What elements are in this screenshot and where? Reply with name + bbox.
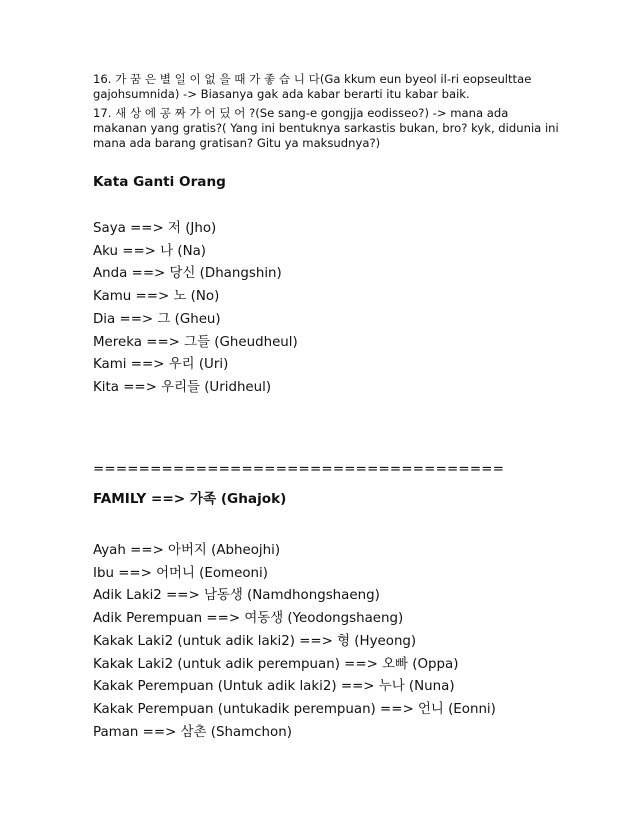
- family-list: [93, 540, 496, 744]
- list-item: Kamu ==> 노 (No): [93, 289, 220, 305]
- list-item: Ibu ==> 어머니 (Eomeoni): [93, 565, 268, 581]
- list-item: Kita ==> 우리들 (Uridheul): [93, 379, 272, 395]
- phrase-16: 16. 가 꿈 은 별 일 이 없 을 때 가 좋 습 니 다(Ga kkum eun byeol il-ri eopseulttae gajohsumnida) -> Biasanya gak ada kabar berarti itu kabar baik.: [93, 72, 532, 101]
- intro-phrases: [93, 72, 563, 151]
- phrase-17: 17. 새 상 에 공 짜 가 어 딨 어 ?(Se sang-e gongjja eodisseo?) -> mana ada makanan yang gratis?( Yang ini bentuknya sarkastis bukan, bro? kyk, didunia ini mana ada barang gratisan? Gitu ya maksudnya?): [93, 106, 559, 150]
- list-item: Kakak Laki2 (untuk adik laki2) ==> 형 (Hyeong): [93, 633, 417, 649]
- list-item: Kakak Perempuan (untukadik perempuan) ==> 언니 (Eonni): [93, 701, 496, 717]
- pronouns-heading: Kata Ganti Orang: [93, 174, 226, 190]
- pronouns-list: [93, 218, 298, 400]
- list-item: Aku ==> 나 (Na): [93, 243, 207, 259]
- list-item: Adik Laki2 ==> 남동생 (Namdhongshaeng): [93, 588, 380, 604]
- list-item: Kakak Perempuan (Untuk adik laki2) ==> 누나 (Nuna): [93, 679, 455, 695]
- list-item: Kakak Laki2 (untuk adik perempuan) ==> 오빠 (Oppa): [93, 656, 459, 672]
- list-item: Mereka ==> 그들 (Gheudheul): [93, 334, 298, 350]
- section-divider: ====================================: [93, 462, 505, 477]
- list-item: Paman ==> 삼촌 (Shamchon): [93, 724, 292, 740]
- list-item: Adik Perempuan ==> 여동생 (Yeodongshaeng): [93, 611, 404, 627]
- family-heading: FAMILY ==> 가족 (Ghajok): [93, 491, 287, 507]
- document-page: [93, 72, 563, 740]
- list-item: Saya ==> 저 (Jho): [93, 221, 217, 236]
- list-item: Ayah ==> 아버지 (Abheojhi): [93, 543, 281, 558]
- list-item: Kami ==> 우리 (Uri): [93, 357, 229, 373]
- list-item: Dia ==> 그 (Gheu): [93, 311, 221, 327]
- list-item: Anda ==> 당신 (Dhangshin): [93, 266, 282, 282]
